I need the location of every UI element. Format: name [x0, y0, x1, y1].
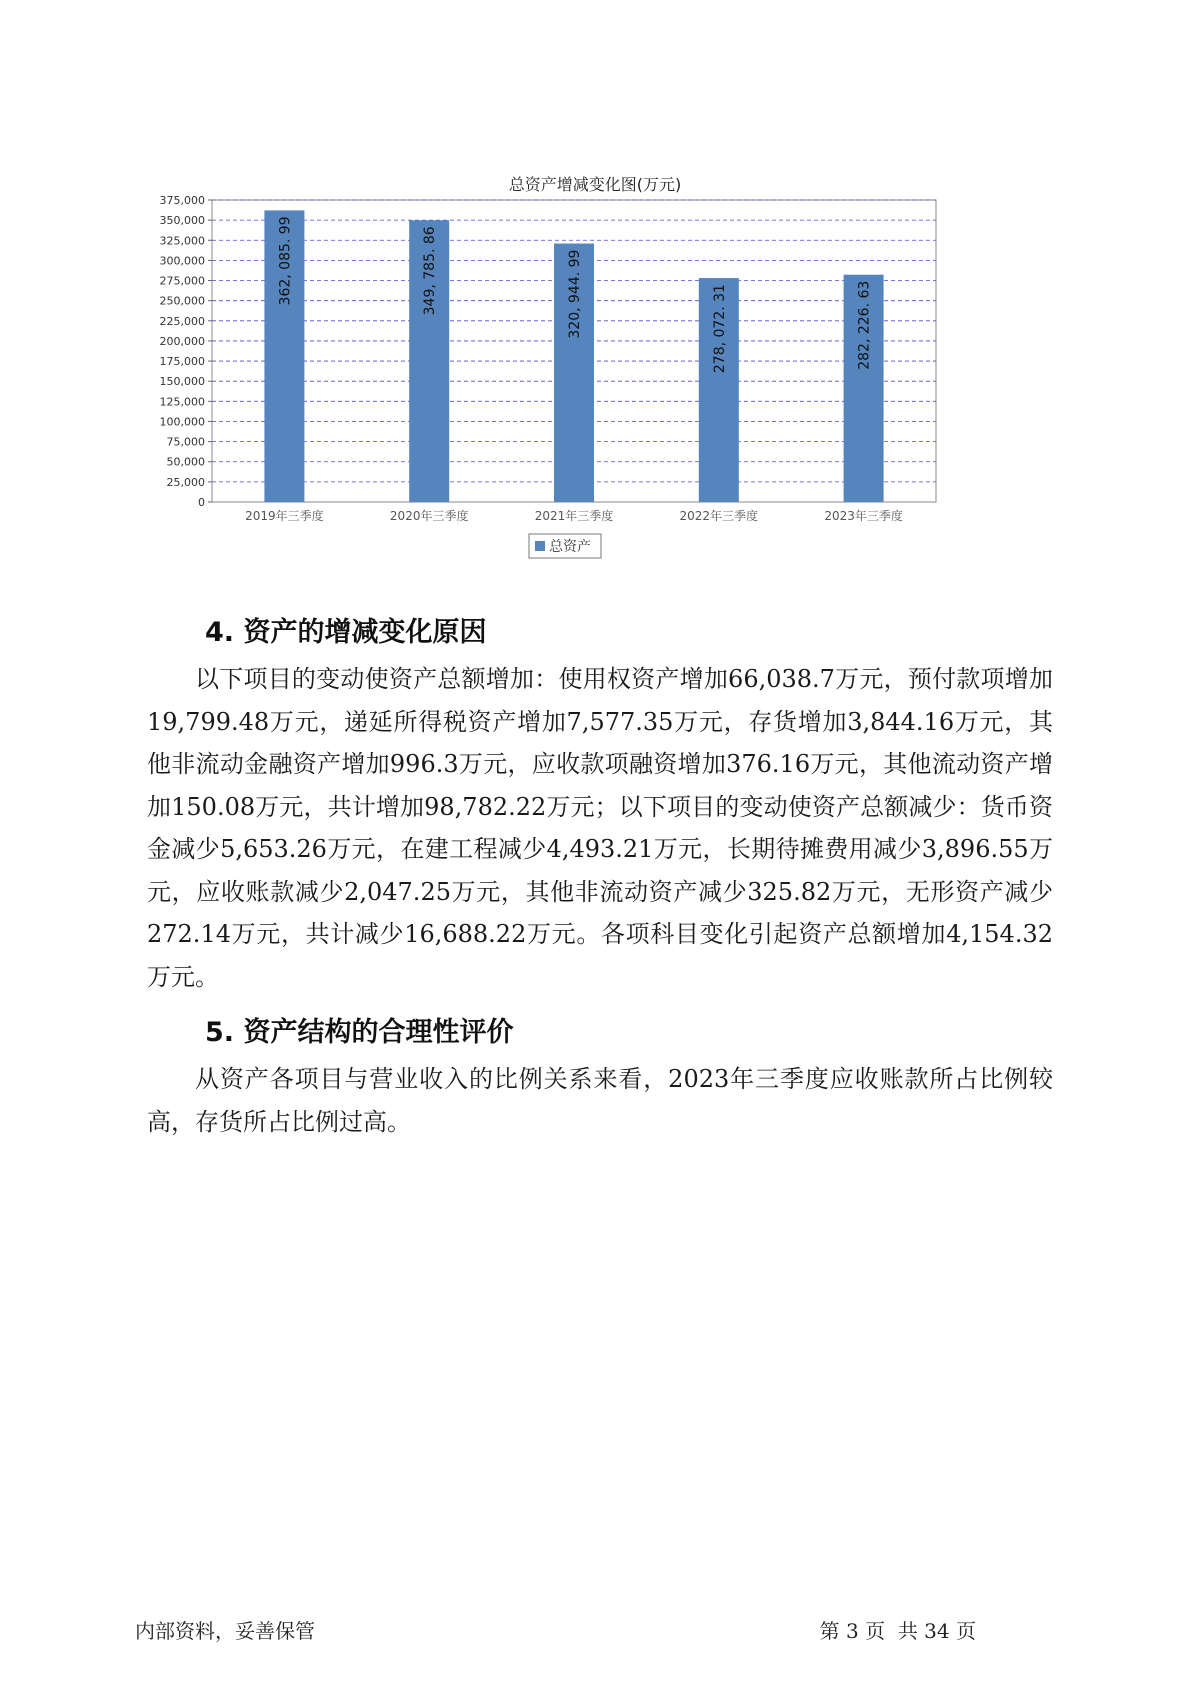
- bar-value-label: 320, 944. 99: [567, 249, 583, 339]
- y-tick-label: 100,000: [159, 415, 205, 429]
- y-tick-label: 200,000: [159, 334, 205, 348]
- y-tick-label: 300,000: [159, 254, 205, 268]
- y-tick-label: 25,000: [166, 475, 205, 489]
- y-tick-label: 50,000: [166, 455, 205, 469]
- chart-title: 总资产增减变化图(万元): [508, 175, 682, 194]
- bar-value-label: 362, 085. 99: [277, 216, 294, 306]
- x-tick-label: 2022年三季度: [679, 509, 759, 523]
- x-tick-label: 2023年三季度: [824, 509, 903, 523]
- bar-value-label: 349, 785. 86: [422, 226, 439, 316]
- footer-confidential: 内部资料，妥善保管: [135, 1619, 315, 1643]
- y-tick-label: 150,000: [159, 375, 205, 389]
- x-tick-label: 2020年三季度: [389, 509, 469, 523]
- y-tick-label: 250,000: [159, 294, 205, 308]
- bar-value-label: 282, 226. 63: [856, 280, 873, 370]
- y-tick-label: 375,000: [159, 194, 205, 207]
- y-tick-label: 125,000: [159, 395, 205, 409]
- y-tick-label: 225,000: [159, 314, 205, 328]
- y-tick-label: 325,000: [159, 234, 205, 248]
- section-5-paragraph: 从资产各项目与营业收入的比例关系来看，2023年三季度应收账款所占比例较高，存货所占比例过高。: [147, 1065, 1053, 1136]
- x-tick-label: 2021年三季度: [534, 509, 614, 523]
- y-tick-label: 350,000: [159, 214, 205, 228]
- y-tick-label: 75,000: [166, 435, 205, 449]
- bar-value-label: 278, 072. 31: [711, 284, 728, 374]
- section-5-heading: 5. 资产结构的合理性评价: [205, 1017, 514, 1048]
- section-4-heading: 4. 资产的增减变化原因: [205, 617, 487, 648]
- y-tick-label: 0: [198, 496, 205, 509]
- legend-label: 总资产: [549, 539, 591, 555]
- footer-page-number: 第 3 页 共 34 页: [819, 1619, 976, 1643]
- chart-svg: [150, 190, 1040, 620]
- legend-swatch: [535, 541, 545, 551]
- x-tick-label: 2019年三季度: [245, 509, 324, 523]
- section-4-paragraph: 以下项目的变动使资产总额增加：使用权资产增加66,038.7万元，预付款项增加19,799.48万元，递延所得税资产增加7,577.35万元，存货增加3,844.16万元，其他非流动金融资产增加996.3万元，应收款项融资增加376.16万元，其他流动资产增加150.08万元，共计增加98,782.22万元；以下项目的变动使资产总额减少：货币资金减少5,653.26万元，在建工程减少4,493.21万元，长期待摊费用减少3,896.55万元，应收账款减少2,047.25万元，其他非流动资产减少325.82万元，无形资产减少272.14万元，共计减少16,688.22万元。各项科目变化引起资产总额增加4,154.32万元。: [147, 665, 1053, 991]
- y-tick-label: 275,000: [159, 274, 205, 288]
- y-tick-label: 175,000: [159, 355, 205, 369]
- total-assets-chart: [150, 170, 1040, 620]
